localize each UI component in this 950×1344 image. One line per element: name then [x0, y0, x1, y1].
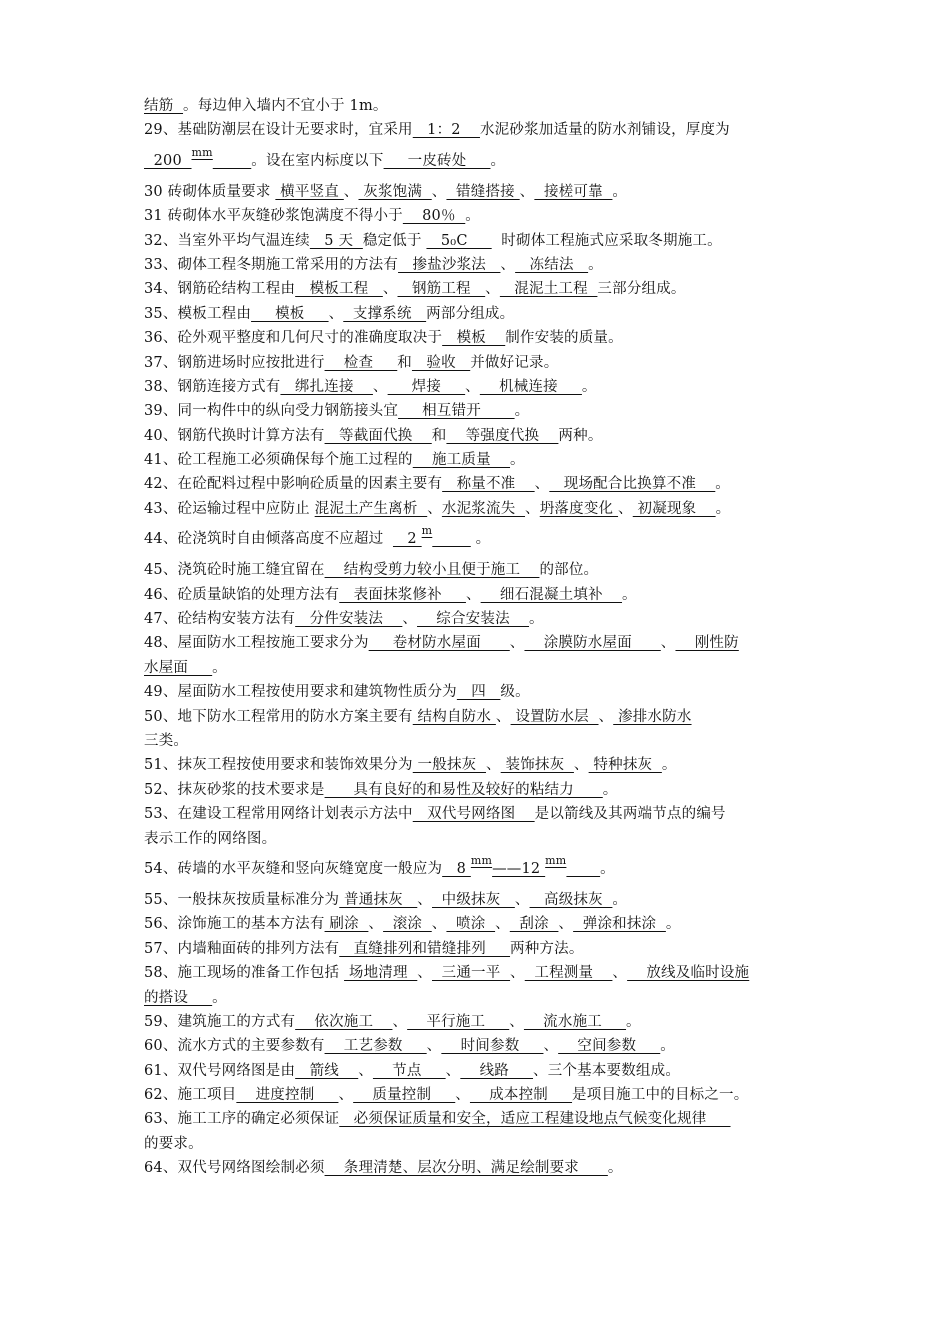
question-text: 46、砼质量缺馅的处理方法有: [144, 586, 340, 603]
question-text: 、: [382, 281, 398, 298]
text-line: [144, 1156, 814, 1180]
answer-blank: 结构受剪力较小且便于施工: [324, 562, 540, 579]
answer-blank: 设置防水层: [510, 708, 599, 725]
question-text: 、: [392, 1013, 408, 1030]
text-line: [144, 521, 814, 558]
answer-blank: 工艺参数: [324, 1038, 427, 1055]
text-line: [144, 631, 814, 655]
question-text: 51、抹灰工程按使用要求和装饰效果分为: [144, 757, 413, 774]
question-text: 、: [426, 1038, 442, 1055]
question-text: 48、屋面防水工程按施工要求分为: [144, 635, 369, 652]
text-line: [144, 277, 814, 301]
question-text: 、: [495, 708, 511, 725]
question-text: 47、砼结构安装方法有: [144, 611, 296, 628]
answer-blank: 灰浆饱满: [358, 183, 432, 200]
question-text: 。设在室内标度以下: [251, 152, 384, 169]
answer-blank: 依次施工: [295, 1013, 393, 1030]
question-text: 两种。: [558, 427, 603, 444]
answer-blank: 水泥浆流失: [441, 500, 526, 517]
answer-blank: 滚涂: [383, 916, 432, 933]
text-line: [144, 802, 814, 826]
text-line: [144, 375, 814, 399]
question-text: 、: [485, 757, 501, 774]
question-text: 。: [588, 256, 603, 273]
question-text: 三类。: [144, 732, 189, 749]
answer-blank: 80％: [402, 208, 466, 225]
question-text: 。: [514, 403, 530, 420]
question-text: 58、施工现场的准备工作包括: [144, 965, 345, 982]
question-text: 。: [465, 208, 480, 225]
question-text: 级。: [500, 684, 530, 701]
question-text: 57、内墙釉面砖的排列方法有: [144, 940, 340, 957]
question-text: 并做好记录。: [470, 354, 559, 371]
question-text: 、: [495, 916, 510, 933]
question-text: 水泥砂浆加适量的防水剂铺设，厚度为: [479, 122, 730, 139]
text-line: [144, 1010, 814, 1034]
answer-blank: 支撑系统: [343, 305, 427, 322]
answer-blank: mm: [470, 853, 493, 867]
answer-blank: 放线及临时设施: [627, 965, 750, 982]
text-line: [144, 204, 814, 228]
question-text: 61、双代号网络图是由: [144, 1062, 296, 1079]
answer-blank: 模板: [251, 305, 329, 322]
answer-blank: 接槎可靠: [534, 183, 613, 200]
answer-blank: 冻结法: [515, 256, 589, 273]
answer-blank: 200: [144, 152, 192, 169]
question-text: 32、当室外平均气温连续: [144, 232, 310, 249]
question-text: 54、砖墙的水平灰缝和竖向灰缝宽度一般应为: [144, 860, 443, 877]
answer-blank: 等截面代换: [324, 427, 432, 444]
answer-blank: 模板工程: [295, 281, 383, 298]
question-text: 表示工作的网络图。: [144, 830, 277, 847]
text-line: [144, 302, 814, 326]
answer-blank: 涂膜防水屋面: [524, 635, 661, 652]
answer-blank: 渗排水防水: [613, 708, 692, 725]
question-text: 。: [470, 531, 491, 548]
answer-blank: 装饰抹灰: [500, 757, 574, 774]
question-text: 。: [612, 891, 628, 908]
text-line: [144, 1083, 814, 1107]
question-text: 、: [417, 965, 432, 982]
answer-blank: 表面抹浆修补: [339, 586, 466, 603]
answer-blank: 的搭设: [144, 989, 213, 1006]
answer-blank: 刷涂: [324, 916, 369, 933]
text-line: [144, 986, 814, 1010]
answer-blank: 8: [442, 860, 471, 877]
text-line: [144, 253, 814, 277]
question-text: 两种方法。: [510, 940, 584, 957]
answer-blank: 结构自防水: [412, 708, 496, 725]
question-text: 、: [485, 281, 500, 298]
question-text: 、: [612, 965, 628, 982]
question-text: 。: [660, 1038, 675, 1055]
question-text: 、: [431, 916, 447, 933]
text-line: [144, 558, 814, 582]
question-text: 。: [510, 452, 525, 469]
question-text: 是以箭线及其两端节点的编号: [534, 806, 726, 823]
question-text: 。每边伸入墙内不宜小于 1m。: [183, 98, 388, 114]
question-text: 37、钢筋进场时应按批进行: [144, 354, 325, 371]
question-text: 、: [427, 500, 442, 517]
question-text: 30 砖砌体质量要求: [144, 183, 276, 200]
question-text: 和: [397, 354, 412, 371]
answer-blank: 一皮砖处: [383, 152, 491, 169]
question-text: 、: [417, 891, 432, 908]
text-line: [144, 656, 814, 680]
answer-blank: 三通一平: [432, 965, 511, 982]
question-text: 、: [573, 757, 589, 774]
question-text: 35、模板工程由: [144, 305, 252, 322]
question-text: 、: [343, 183, 359, 200]
answer-blank: 箭线: [295, 1062, 359, 1079]
question-text: 。: [490, 152, 506, 169]
question-text: 的部位。: [539, 562, 599, 579]
text-line: [144, 729, 814, 753]
question-text: 是项目施工中的目标之一。: [572, 1087, 749, 1104]
answer-blank: 一般抹灰: [412, 757, 486, 774]
answer-blank: 1：2: [412, 122, 480, 139]
question-text: 、: [338, 1087, 354, 1104]
text-line: [144, 143, 814, 180]
question-text: 。: [612, 183, 628, 200]
question-text: 29、基础防潮层在设计无要求时，宜采用: [144, 122, 413, 139]
question-text: 60、流水方式的主要参数有: [144, 1038, 325, 1055]
question-text: 的要求。: [144, 1135, 203, 1152]
question-text: 和: [431, 427, 447, 444]
text-line: [144, 961, 814, 985]
answer-blank: 流水施工: [523, 1013, 627, 1030]
answer-blank: 空间参数: [558, 1038, 661, 1055]
answer-blank: 结筋: [144, 98, 184, 114]
question-text: 、: [618, 500, 633, 517]
question-text: 55、一般抹灰按质量标准分为: [144, 891, 340, 908]
question-text: 59、建筑施工的方式有: [144, 1013, 296, 1030]
answer-blank: 焊接: [387, 378, 466, 395]
answer-blank: 模板: [442, 330, 506, 347]
question-text: 。: [622, 586, 637, 603]
text-line: [144, 912, 814, 936]
question-text: 、: [328, 305, 344, 322]
answer-blank: 平行施工: [407, 1013, 510, 1030]
text-line: [144, 888, 814, 912]
answer-blank: 普通抹灰: [339, 891, 418, 908]
question-text: 63、施工工序的确定必须保证: [144, 1111, 340, 1128]
answer-blank: 卷材防水屋面: [368, 635, 510, 652]
question-text: 36、砼外观平整度和几何尺寸的准确度取决于: [144, 330, 443, 347]
question-text: 、: [445, 1062, 461, 1079]
answer-blank: 横平竖直: [275, 183, 344, 200]
question-text: 。: [715, 500, 731, 517]
answer-blank: 特种抹灰: [588, 757, 662, 774]
text-line: [144, 827, 814, 851]
answer-blank: 高级抹灰: [529, 891, 613, 908]
question-text: 、: [372, 378, 388, 395]
question-text: 。: [212, 989, 227, 1006]
answer-blank: 混泥土工程: [499, 281, 598, 298]
text-line: [144, 326, 814, 350]
text-line: [144, 1059, 814, 1083]
question-text: 、: [514, 891, 530, 908]
answer-blank: 5₀C: [426, 232, 492, 249]
question-text: 、: [519, 183, 535, 200]
question-text: 、: [455, 1087, 470, 1104]
question-text: 34、钢筋砼结构工程由: [144, 281, 296, 298]
text-line: [144, 753, 814, 777]
question-text: 、: [534, 476, 550, 493]
answer-blank: 施工质量: [412, 452, 511, 469]
answer-blank: 中级抹灰: [432, 891, 515, 908]
question-text: 。: [626, 1013, 641, 1030]
answer-blank: 2: [392, 531, 422, 548]
question-text: 。: [607, 1160, 623, 1177]
text-line: [144, 472, 814, 496]
text-line: [144, 1034, 814, 1058]
question-text: 40、钢筋代换时计算方法有: [144, 427, 325, 444]
question-text: 、: [509, 1013, 524, 1030]
answer-blank: 弹涂和抹涂: [573, 916, 666, 933]
question-text: 、: [402, 611, 418, 628]
answer-blank: 错缝搭接: [446, 183, 520, 200]
question-text: 45、浇筑砼时施工缝宜留在: [144, 562, 325, 579]
text-line: [144, 1107, 814, 1131]
text-line: [144, 497, 814, 521]
answer-blank: 绑扎连接: [280, 378, 373, 395]
text-line: [144, 94, 814, 118]
text-line: [144, 680, 814, 704]
answer-blank: mm: [191, 145, 213, 159]
answer-blank: 喷涂: [446, 916, 496, 933]
question-text: 41、砼工程施工必须确保每个施工过程的: [144, 452, 413, 469]
question-text: 、: [509, 635, 525, 652]
answer-blank: 分件安装法: [295, 611, 403, 628]
answer-blank: 检查: [324, 354, 398, 371]
answer-blank: m: [421, 524, 433, 538]
question-text: 、: [598, 708, 614, 725]
answer-blank: 综合安装法: [417, 611, 530, 628]
question-text: 时砌体工程施式应采取冬期施工。: [491, 232, 722, 249]
answer-blank: 刚性防: [675, 635, 739, 652]
text-line: [144, 607, 814, 631]
answer-blank: 工程测量: [524, 965, 613, 982]
answer-blank: 坍落度变化: [539, 500, 619, 517]
question-text: 。: [212, 659, 227, 676]
question-text: 、: [465, 586, 481, 603]
answer-blank: 刮涂: [509, 916, 559, 933]
answer-blank: [213, 153, 251, 169]
answer-blank: 场地清理: [344, 965, 418, 982]
question-text: 稳定低于: [362, 232, 427, 249]
question-text: 制作安装的质量。: [505, 330, 623, 347]
question-text: 53、在建设工程常用网络计划表示方法中: [144, 806, 413, 823]
text-line: [144, 778, 814, 802]
answer-blank: 钢筋工程: [397, 281, 486, 298]
answer-blank: 细石混凝土填补: [480, 586, 623, 603]
text-line: [144, 424, 814, 448]
answer-blank: 等强度代换: [446, 427, 559, 444]
answer-blank: 初凝现象: [632, 500, 716, 517]
question-text: 52、抹灰砂浆的技术要求是: [144, 781, 325, 798]
question-text: 33、砌体工程冬期施工常采用的方法有: [144, 256, 399, 273]
answer-blank: 进度控制: [236, 1087, 339, 1104]
question-text: 56、涂饰施工的基本方法有: [144, 916, 325, 933]
text-line: [144, 705, 814, 729]
answer-blank: 双代号网络图: [412, 806, 535, 823]
answer-blank: [566, 861, 600, 877]
answer-blank: 具有良好的和易性及较好的粘结力: [324, 781, 603, 798]
text-line: [144, 448, 814, 472]
answer-blank: 现场配合比换算不准: [549, 476, 716, 493]
question-text: 62、施工项目: [144, 1087, 237, 1104]
question-text: 。: [715, 476, 730, 493]
answer-blank: 机械连接: [479, 378, 582, 395]
answer-blank: 四: [456, 684, 501, 701]
answer-blank: mm: [545, 853, 567, 867]
question-text: 。: [600, 860, 615, 877]
answer-blank: 线路: [460, 1062, 534, 1079]
answer-blank: 掺盐沙浆法: [398, 256, 501, 273]
question-text: 两部分组成。: [426, 305, 515, 322]
question-text: 、: [510, 965, 525, 982]
answer-blank: 时间参数: [441, 1038, 544, 1055]
question-text: 64、双代号网络图绘制必须: [144, 1160, 325, 1177]
answer-blank: 条理清楚、层次分明、满足绘制要求: [324, 1160, 608, 1177]
answer-blank: [432, 531, 470, 547]
text-line: [144, 351, 814, 375]
question-text: 39、同一构件中的纵向受力钢筋接头宜: [144, 403, 399, 420]
text-line: [144, 1132, 814, 1156]
question-text: 、: [543, 1038, 559, 1055]
question-text: 、: [431, 183, 447, 200]
question-text: 、: [465, 378, 480, 395]
question-text: 42、在砼配料过程中影响砼质量的因素主要有: [144, 476, 443, 493]
question-text: 。: [529, 611, 544, 628]
text-line: [144, 229, 814, 253]
question-text: 、: [500, 256, 516, 273]
question-text: 43、砼运输过程中应防止: [144, 500, 315, 517]
question-text: 49、屋面防水工程按使用要求和建筑物性质分为: [144, 684, 457, 701]
question-text: 50、地下防水工程常用的防水方案主要有: [144, 708, 413, 725]
question-text: 、: [358, 1062, 373, 1079]
answer-blank: 相互错开: [398, 403, 515, 420]
answer-blank: 验收: [411, 354, 471, 371]
question-text: 38、钢筋连接方式有: [144, 378, 281, 395]
text-line: [144, 180, 814, 204]
answer-blank: 节点: [372, 1062, 446, 1079]
question-text: 、: [558, 916, 574, 933]
question-text: 。: [665, 916, 681, 933]
answer-blank: ——12: [492, 860, 546, 877]
question-text: 、: [660, 635, 676, 652]
question-text: 、: [525, 500, 540, 517]
question-text: 三部分组成。: [597, 281, 686, 298]
text-line: [144, 399, 814, 423]
question-text: 、三个基本要数组成。: [533, 1062, 681, 1079]
document-body: [144, 94, 814, 1181]
answer-blank: 质量控制: [353, 1087, 456, 1104]
text-line: [144, 118, 814, 142]
text-line: [144, 937, 814, 961]
answer-blank: 直缝排列和错缝排列: [339, 940, 511, 957]
answer-blank: 必须保证质量和安全，适应工程建设地点气候变化规律: [339, 1111, 731, 1128]
text-line: [144, 583, 814, 607]
answer-blank: 成本控制: [469, 1087, 573, 1104]
question-text: 。: [661, 757, 677, 774]
text-line: [144, 851, 814, 888]
question-text: 。: [581, 378, 597, 395]
answer-blank: 水屋面: [144, 659, 213, 676]
answer-blank: 称量不准: [442, 476, 535, 493]
question-text: 31 砖砌体水平灰缝砂浆饱满度不得小于: [144, 208, 403, 225]
answer-blank: 混泥土产生离析: [314, 500, 428, 517]
answer-blank: 5 天: [309, 232, 363, 249]
question-text: 。: [602, 781, 618, 798]
question-text: 、: [368, 916, 384, 933]
question-text: 44、砼浇筑时自由倾落高度不应超过: [144, 531, 393, 548]
